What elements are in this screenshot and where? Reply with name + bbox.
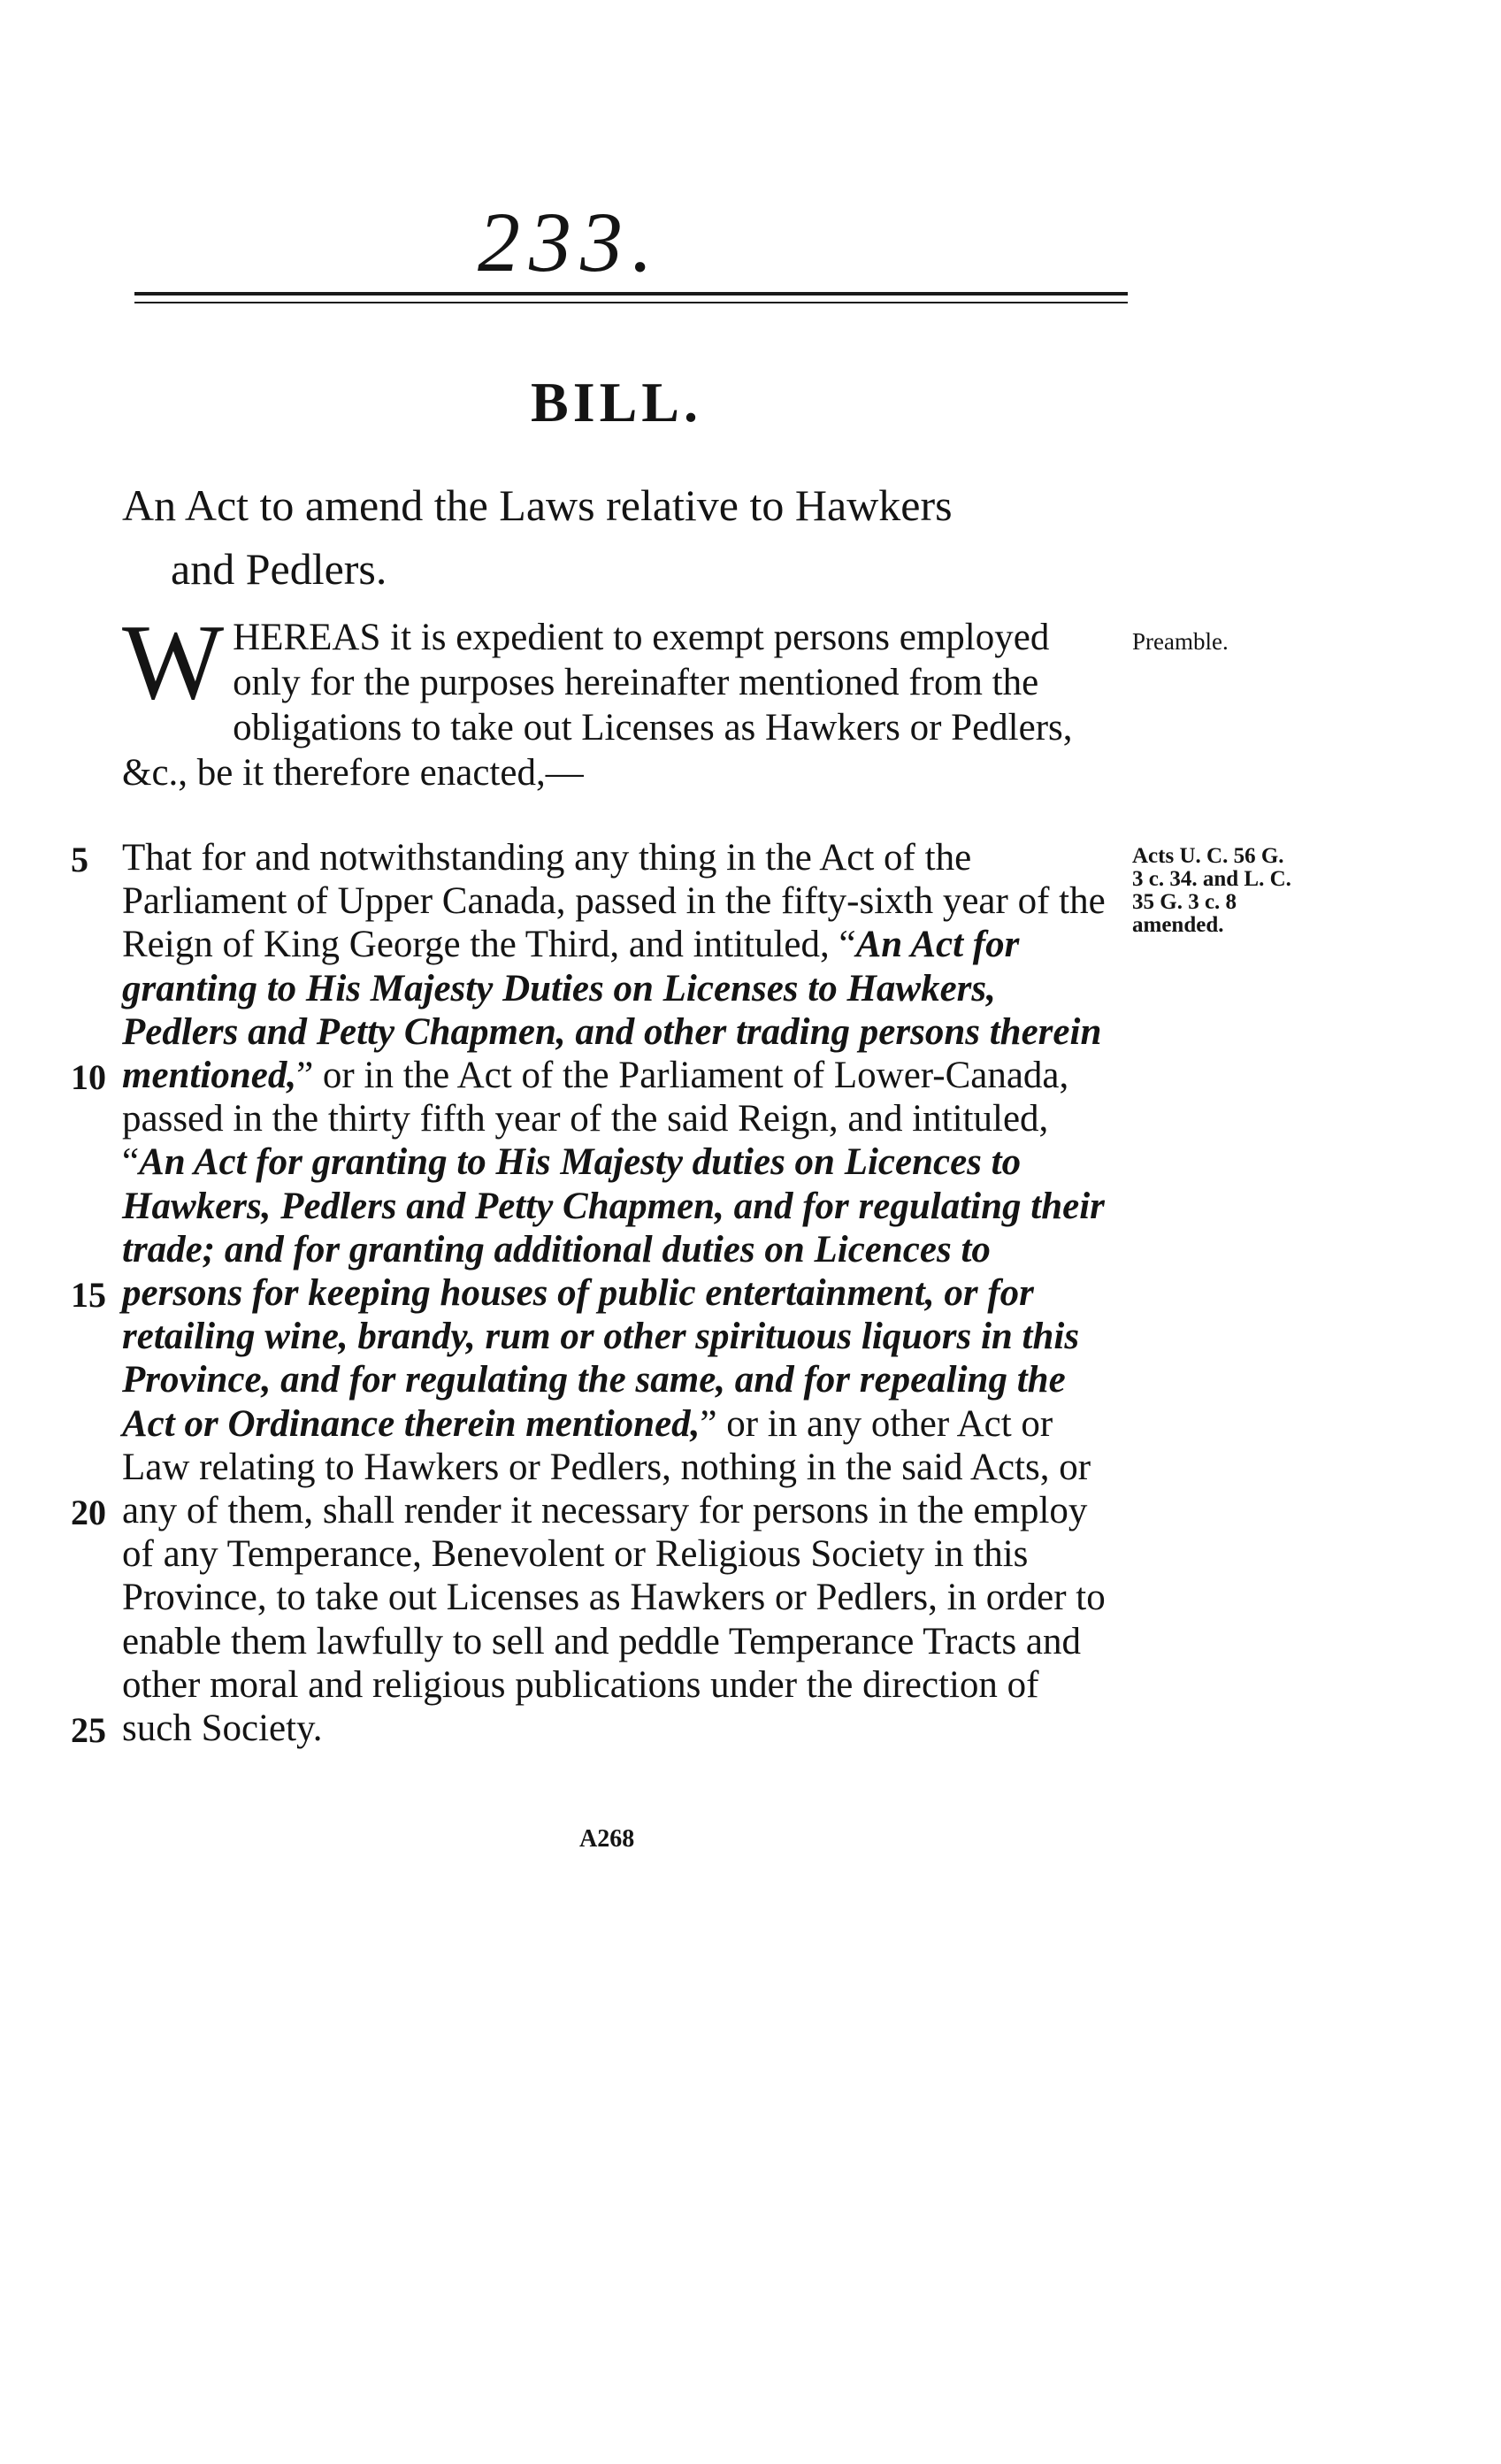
enactment-paragraph [122,836,1117,1750]
header-rule-thick [134,292,1128,296]
handwritten-page-number: 233. [478,195,662,289]
act-2-title: An Act for granting to His Majesty duties on Licences to Hawkers, Pedlers and Petty Chapmen, and for regulating their trade; and for granting additional duties on Licences to persons for keeping houses of public entertainment, or for retailing wine, brandy, rum or other spirituous liquors in this Province, and for regulating the same, and for repealing the Act or Ordinance therein mentioned, [122,1141,1105,1445]
line-number-20: 20 [71,1493,106,1532]
line-number-5: 5 [71,840,88,879]
line-number-25: 25 [71,1710,106,1750]
act-title [122,473,1130,601]
drop-cap: W [122,603,225,722]
margin-note-acts-amended: Acts U. C. 56 G. 3 c. 34. and L. C. 35 G. 3 c. 8 amended. [1132,844,1291,937]
act-title-line-2: and Pedlers. [171,544,387,594]
preamble-text: HEREAS it is expedient to exempt persons employed only for the purposes hereinafter mentioned from the obligations to take out Licenses as Hawkers or Pedlers, &c., be it therefore enacted,— [122,617,1073,794]
act-1-title: An Act for granting to His Majesty Duties on Licenses to Hawkers, Pedlers and Petty Chapmen, and other trading persons therein mentioned, [122,924,1102,1097]
margin-note-preamble: Preamble. [1132,628,1229,655]
enactment-text-1: That for and notwithstanding any thing in the Act of the Parliament of Upper Canada, passed in the fifty-sixth year of the Reign of King George the Third, and intituled, “ [122,837,1106,966]
preamble-paragraph [122,603,1117,795]
enactment-text-3: ” or in any other Act or Law relating to Hawkers or Pedlers, nothing in the said Acts, or any of them, shall render it necessary for persons in the employ of any Temperance, Benevolent or Religious Society in this Province, to take out Licenses as Hawkers or Pedlers, in order to enable them lawfully to sell and peddle Temperance Tracts and other moral and religious publications under the direction of such Society. [122,1402,1106,1750]
bill-heading: BILL. [531,371,702,434]
line-number-10: 10 [71,1057,106,1097]
header-rule-thin [134,302,1128,303]
act-title-line-1: An Act to amend the Laws relative to Hawkers [122,480,953,530]
printer-signature: A268 [579,1825,635,1853]
enactment-text-2: ” or in the Act of the Parliament of Lower-Canada, passed in the thirty fifth year of the said Reign, and intituled, “ [122,1055,1069,1184]
line-number-15: 15 [71,1275,106,1315]
